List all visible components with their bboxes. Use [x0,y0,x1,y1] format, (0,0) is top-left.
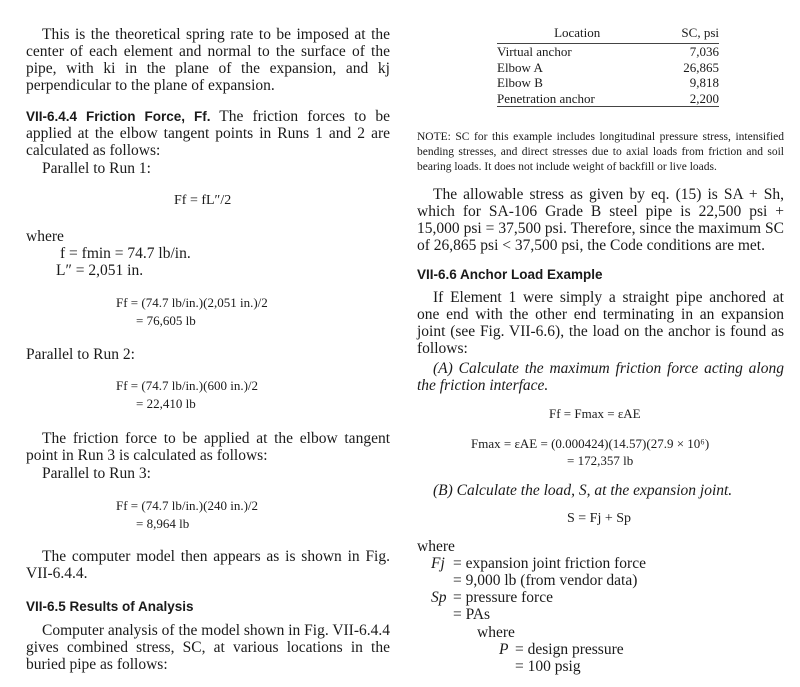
run3-equation-line1: Ff = (74.7 lb/in.)(240 in.)/2 [116,498,259,513]
where-label-right: where [417,538,455,555]
sp-definition-2: = PAs [453,606,491,623]
sp-definition-1: = pressure force [453,589,553,606]
table-row [497,44,719,60]
run2-equation-line2: = 22,410 lb [136,396,196,411]
table-cell: 7,036 [689,44,719,59]
friction-equation: Ff = fL″/2 [174,193,232,208]
fj-definition-2: = 9,000 lb (from vendor data) [453,572,638,589]
results-paragraph: Computer analysis of the model shown in Fig. VII-6.4.4 gives combined stress, SC, at various locations in the buried pipe as follows: [26,622,391,673]
p-definition-2: = 100 psig [515,658,581,675]
run3-equation-line2: = 8,964 lb [136,516,190,531]
ff-equation: Ff = Fmax = εAE [549,406,641,421]
where-label-right-2: where [477,624,515,641]
friction-force-intro: The friction forces to be applied at the elbow tangent points in Runs 1 and 2 are calculated as follows: [26,108,390,159]
table-cell: Elbow A [497,59,543,75]
table-cell: 26,865 [683,59,719,75]
parallel-run3-label: Parallel to Run 3: [42,465,151,482]
fmax-equation-line1: Fmax = εAE = (0.000424)(14.57)(27.9 × 10⁶) [471,436,710,451]
table-cell: Elbow B [497,75,543,90]
where-L-definition: L″ = 2,051 in. [56,262,144,279]
spring-rate-paragraph: This is the theoretical spring rate to be imposed at the center of each element and normal to the surface of the pipe, with ki in the plane of the expansion, and kj perpendicular to the plane of expansion. [26,26,390,94]
where-f-definition: f = fmin = 74.7 lb/in. [60,245,191,262]
fmax-equation-line2: = 172,357 lb [567,453,634,468]
results-heading: VII-6.5 Results of Analysis [26,599,194,614]
table-cell: 9,818 [689,75,719,90]
step-a-paragraph: (A) Calculate the maximum friction force acting along the friction interface. [417,360,784,394]
s-equation: S = Fj + Sp [567,511,632,526]
anchor-load-paragraph: If Element 1 were simply a straight pipe anchored at one end with the other end terminating in an expansion joint (see Fig. VII-6.6), the load on the anchor is found as follows: [417,289,784,357]
p-definition-1: = design pressure [515,641,624,658]
parallel-run2-label: Parallel to Run 2: [26,346,135,363]
computer-model-paragraph: The computer model then appears as is shown in Fig. VII-6.4.4. [26,548,390,582]
run2-equation-line1: Ff = (74.7 lb/in.)(600 in.)/2 [116,378,259,393]
fj-definition-1: = expansion joint friction force [453,555,646,572]
run1-equation-line1: Ff = (74.7 lb/in.)(2,051 in.)/2 [116,295,268,310]
parallel-run1-label: Parallel to Run 1: [42,160,151,177]
friction-force-paragraph [26,108,390,159]
table-cell: Virtual anchor [497,44,572,59]
p-label: P [499,641,509,658]
allowable-stress-paragraph: The allowable stress as given by eq. (15) is SA + Sh, which for SA-106 Grade B steel pipe is 22,500 psi + 15,000 psi = 37,500 psi. Therefore, since the maximum SC of 26,865 psi < 37,500 psi, the Code conditions are met. [417,186,784,254]
where-label: where [26,228,64,245]
run1-equation-line2: = 76,605 lb [136,313,196,328]
sp-label: Sp [431,589,447,606]
run3-paragraph: The friction force to be applied at the elbow tangent point in Run 3 is calculated as follows: [26,430,390,464]
table-cell: 2,200 [689,90,719,106]
table-row [497,75,719,91]
fj-label: Fj [431,555,445,572]
friction-force-heading: VII-6.4.4 Friction Force, Ff. [26,109,211,124]
table-header-sc: SC, psi [657,24,719,44]
table-cell: Penetration anchor [497,90,595,106]
table-row [497,91,719,107]
table-header-location: Location [497,24,657,44]
stress-table [497,24,719,107]
table-row [497,60,719,76]
step-b-paragraph: (B) Calculate the load, S, at the expansion joint. [433,482,733,499]
anchor-load-heading: VII-6.6 Anchor Load Example [417,267,603,282]
table-note: NOTE: SC for this example includes longitudinal pressure stress, intensified bending stresses, and direct stresses due to axial loads from friction and soil bearing loads. It does not include weight of backfill or live loads. [417,130,784,173]
table-header-row [497,24,719,44]
